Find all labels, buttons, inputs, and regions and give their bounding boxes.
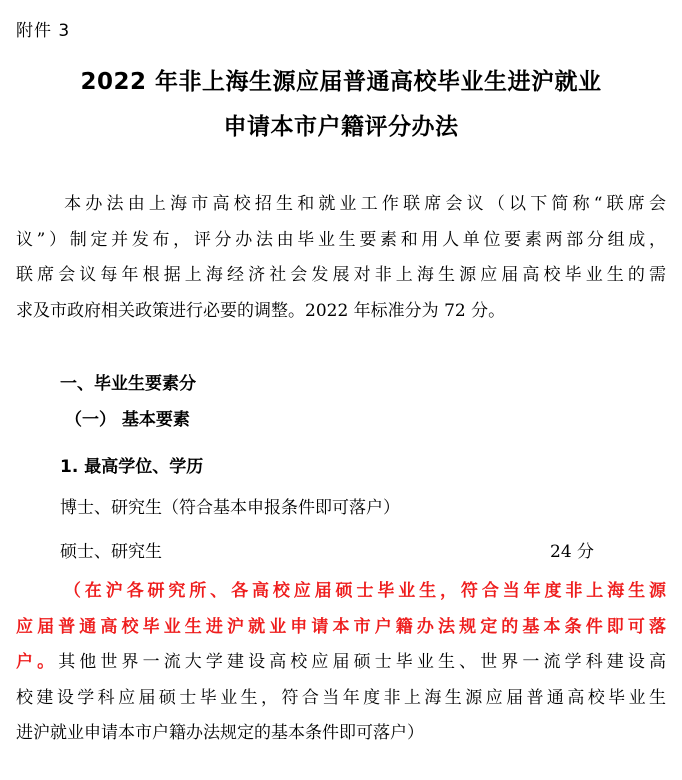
rule-line: 校建设学科应届硕士毕业生，符合当年度非上海生源应届普通高校毕业生: [16, 687, 666, 708]
intro-paragraph: [16, 187, 666, 329]
subsection-heading: （一） 基本要素: [65, 410, 190, 430]
intro-line: 本办法由上海市高校招生和就业工作联席会议（以下简称“联席会: [60, 194, 666, 214]
red-rule-text: （在沪各研究所、各高校应届硕士毕业生，符合当年度非上海生源: [60, 581, 666, 601]
degree-master: 硕士、研究生: [60, 542, 162, 562]
document-title-line-2: 申请本市户籍评分办法: [223, 114, 459, 140]
rule-paragraph: [16, 574, 666, 752]
document-title-line-1: 2022 年非上海生源应届普通高校毕业生进沪就业: [80, 69, 602, 95]
intro-line: 议”）制定并发布，评分办法由毕业生要素和用人单位要素两部分组成，: [16, 229, 666, 250]
red-rule-text: 户。: [16, 652, 59, 672]
degree-phd: 博士、研究生（符合基本申报条件即可落户）: [60, 498, 400, 518]
degree-master-score: 24 分: [550, 542, 595, 562]
other-rule-text: 其他世界一流大学建设高校应届硕士毕业生、世界一流学科建设高: [58, 652, 667, 672]
section-heading: 一、毕业生要素分: [60, 374, 196, 394]
item-heading: 1. 最高学位、学历: [60, 457, 204, 477]
intro-line: 联席会议每年根据上海经济社会发展对非上海生源应届高校毕业生的需: [16, 265, 666, 285]
rule-line: 进沪就业申请本市户籍办法规定的基本条件即可落户）: [16, 723, 424, 743]
attachment-label: 附件 3: [16, 21, 71, 41]
rule-line: [16, 645, 666, 681]
rule-line: [16, 574, 666, 610]
red-rule-text: 应届普通高校毕业生进沪就业申请本市户籍办法规定的基本条件即可落: [16, 616, 666, 637]
intro-line: 求及市政府相关政策进行必要的调整。2022 年标准分为 72 分。: [16, 300, 506, 321]
